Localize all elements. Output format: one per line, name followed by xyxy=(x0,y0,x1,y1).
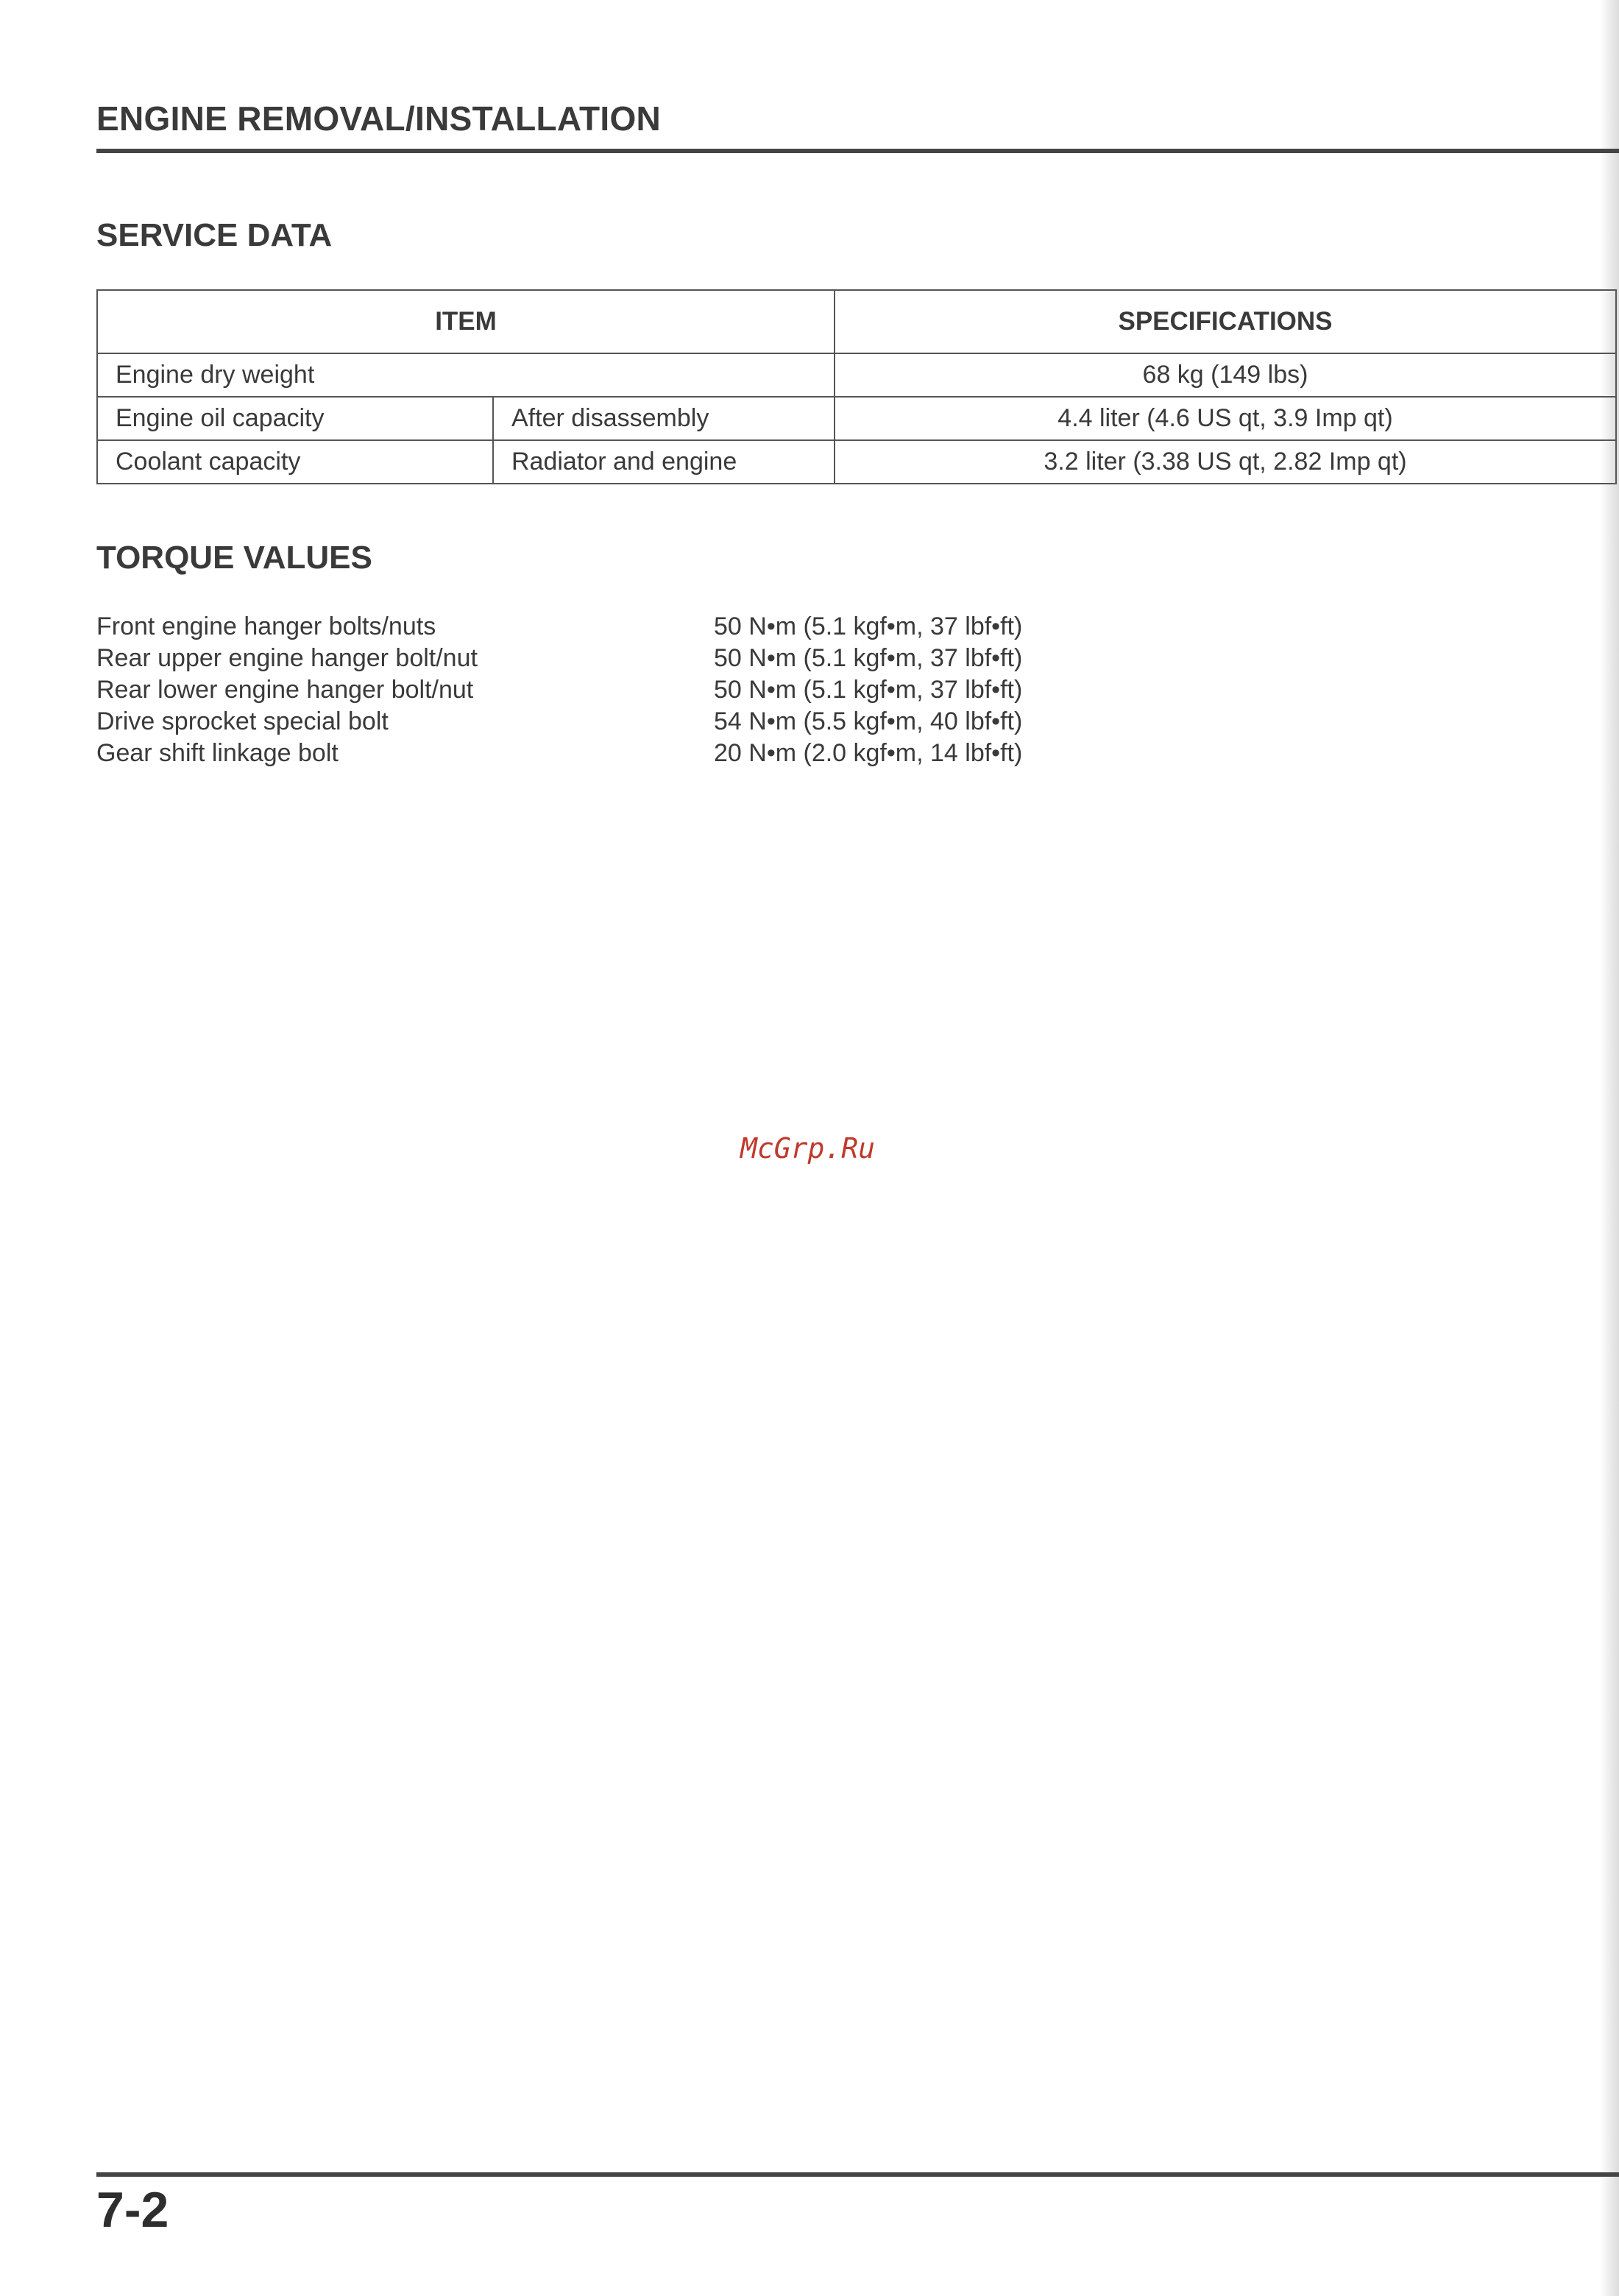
table-row xyxy=(97,440,1616,484)
spec-cell: 4.4 liter (4.6 US qt, 3.9 Imp qt) xyxy=(835,397,1616,440)
torque-item-value: 50 N•m (5.1 kgf•m, 37 lbf•ft) xyxy=(714,612,1023,640)
torque-values-title: TORQUE VALUES xyxy=(96,540,372,576)
specifications-column-header: SPECIFICATIONS xyxy=(835,290,1616,353)
torque-item-name: Gear shift linkage bolt xyxy=(96,739,339,767)
list-item xyxy=(96,674,1127,706)
footer-rule xyxy=(96,2172,1619,2177)
page-number: 7-2 xyxy=(96,2182,169,2238)
list-item xyxy=(96,643,1127,674)
table-header-row xyxy=(97,290,1616,353)
torque-item-name: Rear upper engine hanger bolt/nut xyxy=(96,644,478,672)
item-column-header: ITEM xyxy=(97,290,835,353)
service-data-table xyxy=(96,289,1617,484)
service-data-title: SERVICE DATA xyxy=(96,217,333,253)
list-item xyxy=(96,611,1127,643)
spec-cell: 3.2 liter (3.38 US qt, 2.82 Imp qt) xyxy=(835,440,1616,484)
table-row xyxy=(97,353,1616,397)
page-header xyxy=(96,99,1619,138)
condition-cell: Radiator and engine xyxy=(493,440,835,484)
torque-values-list xyxy=(96,611,1127,769)
watermark-text: McGrp.Ru xyxy=(740,1132,876,1165)
torque-item-name: Rear lower engine hanger bolt/nut xyxy=(96,676,474,704)
item-cell: Coolant capacity xyxy=(97,440,493,484)
header-rule xyxy=(96,149,1619,153)
page-title: ENGINE REMOVAL/INSTALLATION xyxy=(96,99,662,138)
condition-cell: After disassembly xyxy=(493,397,835,440)
item-cell: Engine oil capacity xyxy=(97,397,493,440)
list-item xyxy=(96,706,1127,738)
list-item xyxy=(96,738,1127,769)
torque-item-value: 54 N•m (5.5 kgf•m, 40 lbf•ft) xyxy=(714,707,1023,735)
torque-item-value: 20 N•m (2.0 kgf•m, 14 lbf•ft) xyxy=(714,739,1023,767)
item-cell: Engine dry weight xyxy=(97,353,835,397)
spec-cell: 68 kg (149 lbs) xyxy=(835,353,1616,397)
torque-item-value: 50 N•m (5.1 kgf•m, 37 lbf•ft) xyxy=(714,676,1023,704)
torque-item-name: Front engine hanger bolts/nuts xyxy=(96,612,436,640)
torque-item-value: 50 N•m (5.1 kgf•m, 37 lbf•ft) xyxy=(714,644,1023,672)
table-row xyxy=(97,397,1616,440)
torque-item-name: Drive sprocket special bolt xyxy=(96,707,389,735)
